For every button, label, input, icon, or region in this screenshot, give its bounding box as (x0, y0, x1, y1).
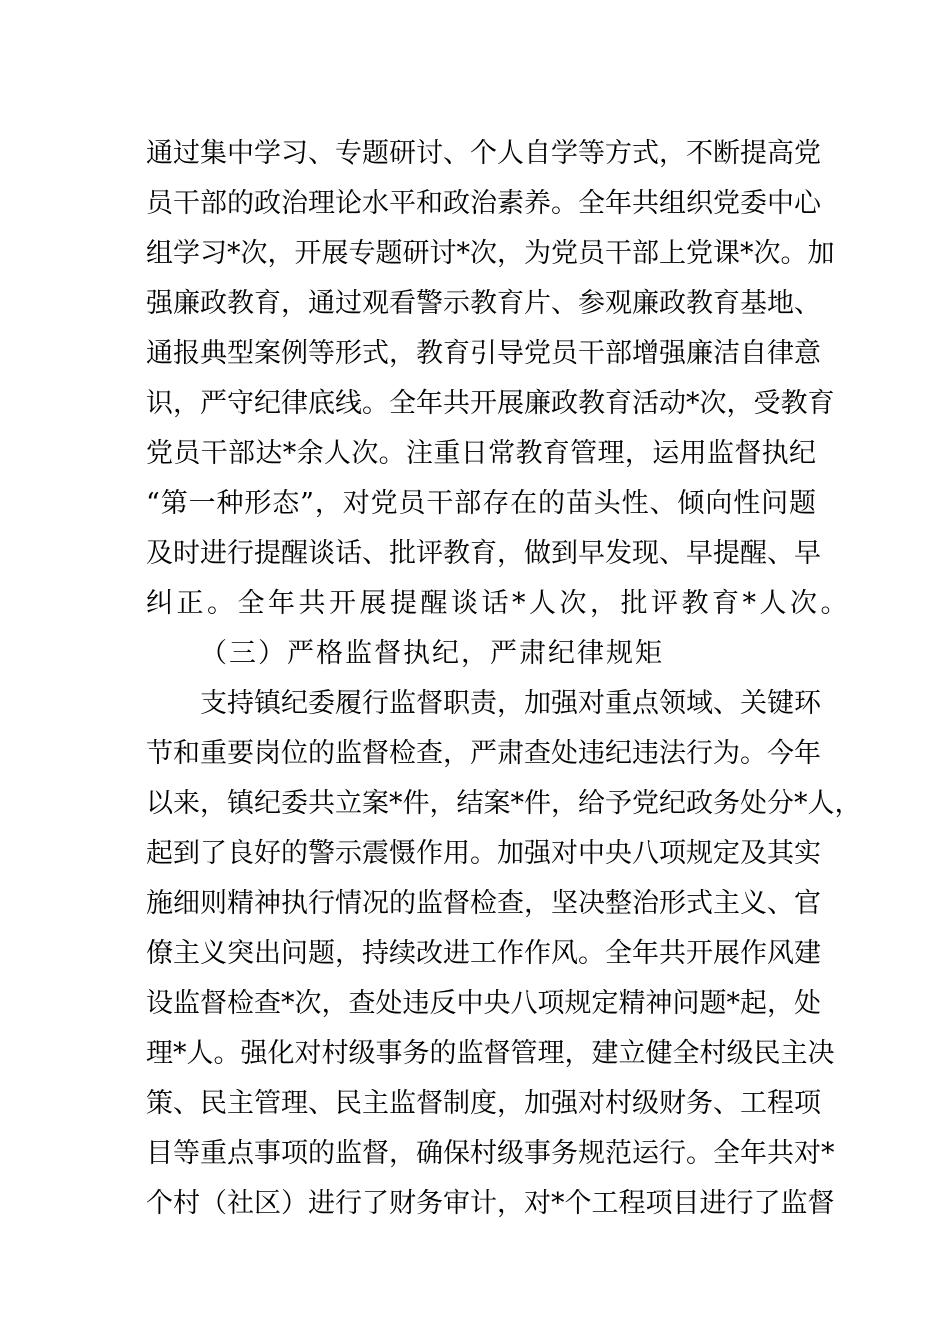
paragraph-line: 目等重点事项的监督，确保村级事务规范运行。全年共对* (146, 1138, 835, 1169)
paragraph-line: 理*人。强化对村级事务的监督管理，建立健全村级民主决 (146, 1038, 835, 1069)
paragraph-line: 及时进行提醒谈话、批评教育，做到早发现、早提醒、早 (146, 538, 821, 569)
paragraph-line: 个村（社区）进行了财务审计，对*个工程项目进行了监督 (146, 1188, 835, 1219)
paragraph-line: 设监督检查*次，查处违反中央八项规定精神问题*起，处 (146, 988, 821, 1019)
paragraph-line: 员干部的政治理论水平和政治素养。全年共组织党委中心 (146, 188, 821, 219)
paragraph-line: 策、民主管理、民主监督制度，加强对村级财务、工程项 (146, 1088, 821, 1119)
paragraph-line: 通报典型案例等形式，教育引导党员干部增强廉洁自律意 (146, 338, 821, 369)
paragraph-line: 僚主义突出问题，持续改进工作作风。全年共开展作风建 (146, 938, 821, 969)
paragraph-line: 通过集中学习、专题研讨、个人自学等方式，不断提高党 (146, 138, 821, 169)
paragraph-line: 支持镇纪委履行监督职责，加强对重点领域、关键环 (200, 688, 821, 719)
paragraph-line: 组学习*次，开展专题研讨*次，为党员干部上党课*次。加 (146, 238, 835, 269)
paragraph-line: 以来，镇纪委共立案*件，结案*件，给予党纪政务处分*人， (146, 788, 862, 819)
section-heading: （三）严格监督执纪，严肃纪律规矩 (200, 638, 664, 669)
paragraph-line: 起到了良好的警示震慑作用。加强对中央八项规定及其实 (146, 838, 821, 869)
paragraph-line: 施细则精神执行情况的监督检查，坚决整治形式主义、官 (146, 888, 821, 919)
paragraph-line: 节和重要岗位的监督检查，严肃查处违纪违法行为。今年 (146, 738, 821, 769)
paragraph-line: “第一种形态”，对党员干部存在的苗头性、倾向性问题 (146, 488, 816, 519)
paragraph-line: 识，严守纪律底线。全年共开展廉政教育活动*次，受教育 (146, 388, 835, 419)
paragraph-line: 纠正。全年共开展提醒谈话*人次，批评教育*人次。 (146, 588, 851, 619)
paragraph-line: 党员干部达*余人次。注重日常教育管理，运用监督执纪 (146, 438, 816, 469)
paragraph-line: 强廉政教育，通过观看警示教育片、参观廉政教育基地、 (146, 288, 821, 319)
